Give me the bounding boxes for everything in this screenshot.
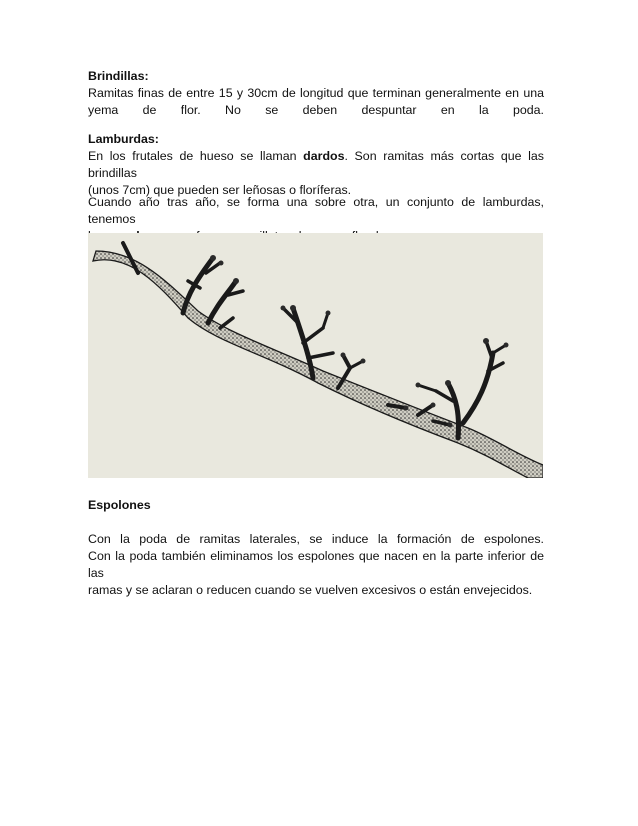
brindillas-heading: Brindillas: bbox=[88, 69, 149, 83]
espolones-heading: Espolones bbox=[88, 498, 151, 512]
section-espolones bbox=[88, 497, 544, 599]
branch-illustration bbox=[88, 233, 543, 478]
lamburdas-line-2: (unos 7cm) que pueden ser leñosas o floríferas. bbox=[88, 183, 352, 197]
espolones-intro-line-1: Cuando año tras año, se forma una sobre otra, un conjunto de lamburdas, tenemos bbox=[88, 195, 544, 226]
lamburdas-heading: Lamburdas: bbox=[88, 132, 159, 146]
brindillas-line-2: yema de flor. No se deben despuntar en la poda. bbox=[88, 103, 544, 117]
branch-drawing bbox=[88, 233, 543, 478]
lamburdas-text-post: . Son ramitas más cortas que las brindillas bbox=[88, 149, 544, 180]
section-lamburdas bbox=[88, 131, 544, 199]
section-brindillas bbox=[88, 68, 544, 119]
lamburdas-line-1 bbox=[88, 148, 544, 182]
espolones-line-1: Con la poda de ramitas laterales, se induce la formación de espolones. bbox=[88, 532, 544, 546]
brindillas-line-1: Ramitas finas de entre 15 y 30cm de longitud que terminan generalmente en una bbox=[88, 86, 544, 100]
espolones-line-3: ramas y se aclaran o reducen cuando se vuelven excesivos o están envejecidos. bbox=[88, 583, 533, 597]
dardos-term: dardos bbox=[303, 149, 345, 163]
espolones-line-2: Con la poda también eliminamos los espolones que nacen en la parte inferior de las bbox=[88, 549, 544, 580]
lamburdas-text-pre: En los frutales de hueso se llaman bbox=[88, 149, 304, 163]
